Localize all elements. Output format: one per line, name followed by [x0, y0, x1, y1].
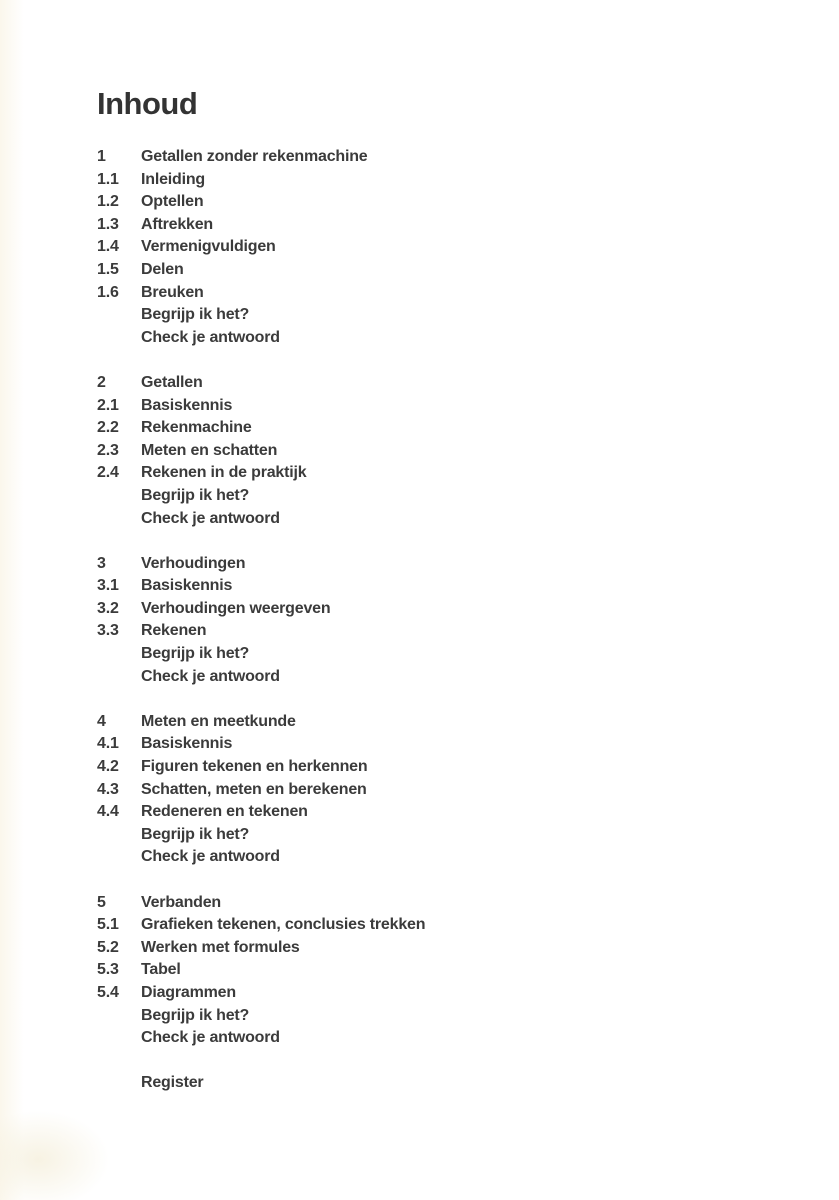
toc-row [97, 372, 737, 395]
toc-row [97, 846, 737, 869]
toc-row-number: 1 [97, 148, 106, 165]
toc-row-number: 4.4 [97, 803, 119, 821]
toc-row-label: Inleiding [141, 170, 205, 188]
toc-row [97, 575, 737, 598]
toc-row-number: 4.2 [97, 758, 119, 776]
toc-row-label: Rekenmachine [141, 419, 252, 437]
toc-row-label: Redeneren en tekenen [141, 803, 308, 821]
toc-row-number: 1.5 [97, 260, 119, 278]
toc-row [97, 395, 737, 418]
toc-row [97, 1072, 737, 1095]
toc-row [97, 711, 737, 734]
page-title: Inhoud [97, 86, 198, 121]
toc-row-label: Basiskennis [141, 396, 233, 414]
toc-row [97, 937, 737, 960]
toc-row-label: Begrijp ik het? [141, 645, 250, 663]
toc-row [97, 327, 737, 350]
toc-row [97, 1027, 737, 1050]
toc-row-label: Vermenigvuldigen [141, 238, 276, 256]
toc-row-label: Check je antwoord [141, 328, 280, 346]
toc-row-number [97, 846, 141, 869]
toc-row-number: 1.1 [97, 170, 119, 188]
toc-row-number [97, 824, 141, 847]
toc-row-label: Check je antwoord [141, 848, 280, 866]
toc-row-number [97, 666, 141, 689]
toc-row [97, 756, 737, 779]
toc-row-number: 1.6 [97, 283, 119, 301]
toc-row [97, 462, 737, 485]
toc-row [97, 485, 737, 508]
toc-row-label: Begrijp ik het? [141, 306, 250, 324]
toc-row-label: Optellen [141, 193, 204, 211]
toc-row-number: 2.1 [97, 396, 119, 414]
toc-row-label: Getallen [141, 373, 203, 391]
toc-row-label: Check je antwoord [141, 667, 280, 685]
toc-row-number: 4.1 [97, 735, 119, 753]
toc-row-number [97, 1005, 141, 1028]
table-of-contents [97, 146, 737, 1095]
toc-row [97, 146, 737, 169]
toc-row [97, 620, 737, 643]
toc-row-number [97, 1072, 141, 1095]
toc-row [97, 259, 737, 282]
toc-row-label: Tabel [141, 961, 181, 979]
toc-section [97, 711, 737, 869]
toc-row [97, 214, 737, 237]
toc-row-label: Verhoudingen [141, 554, 246, 572]
toc-row [97, 598, 737, 621]
toc-row [97, 440, 737, 463]
toc-row [97, 282, 737, 305]
toc-row-number: 2.2 [97, 419, 119, 437]
toc-row-label: Diagrammen [141, 983, 236, 1001]
toc-row-label: Meten en meetkunde [141, 712, 296, 730]
toc-row [97, 914, 737, 937]
toc-row-label: Check je antwoord [141, 509, 280, 527]
toc-row-number: 5.3 [97, 961, 119, 979]
toc-row-number: 5 [97, 893, 106, 911]
toc-row-label: Rekenen [141, 622, 207, 640]
toc-row [97, 892, 737, 915]
toc-row-number [97, 304, 141, 327]
toc-row-label: Breuken [141, 283, 204, 301]
toc-row-number: 1.2 [97, 193, 119, 211]
toc-row-label: Rekenen in de praktijk [141, 464, 307, 482]
toc-row [97, 733, 737, 756]
toc-row-label: Meten en schatten [141, 441, 278, 459]
toc-section [97, 892, 737, 1050]
toc-row-number: 2 [97, 373, 106, 391]
toc-section [97, 372, 737, 530]
toc-row-number: 4.3 [97, 780, 119, 798]
toc-row-label: Figuren tekenen en herkennen [141, 758, 368, 776]
toc-row-number: 5.4 [97, 983, 119, 1001]
toc-row-number: 4 [97, 712, 106, 730]
toc-row-label: Begrijp ik het? [141, 825, 250, 843]
toc-row [97, 779, 737, 802]
toc-row-number: 2.3 [97, 441, 119, 459]
toc-row [97, 304, 737, 327]
toc-row [97, 508, 737, 531]
toc-row-label: Verhoudingen weergeven [141, 599, 331, 617]
toc-row-number: 1.3 [97, 215, 119, 233]
toc-row-label: Schatten, meten en berekenen [141, 780, 367, 798]
toc-row [97, 982, 737, 1005]
toc-row [97, 959, 737, 982]
toc-row-label: Werken met formules [141, 938, 300, 956]
toc-section [97, 1072, 737, 1095]
toc-row-label: Begrijp ik het? [141, 486, 250, 504]
toc-row [97, 191, 737, 214]
toc-row [97, 169, 737, 192]
toc-section [97, 146, 737, 349]
toc-row-number: 5.2 [97, 938, 119, 956]
toc-row-label: Delen [141, 260, 184, 278]
toc-row [97, 1005, 737, 1028]
toc-row-label: Basiskennis [141, 577, 233, 595]
toc-row-label: Verbanden [141, 893, 222, 911]
toc-row-number: 3.1 [97, 577, 119, 595]
toc-row-label: Grafieken tekenen, conclusies trekken [141, 916, 426, 934]
toc-row-number: 3.2 [97, 599, 119, 617]
toc-row [97, 553, 737, 576]
toc-row-number [97, 1027, 141, 1050]
toc-row-label: Basiskennis [141, 735, 233, 753]
toc-row-label: Register [141, 1074, 204, 1092]
toc-row-number: 3.3 [97, 622, 119, 640]
toc-row [97, 236, 737, 259]
toc-section [97, 553, 737, 689]
toc-row-number: 5.1 [97, 916, 119, 934]
toc-row-number [97, 485, 141, 508]
toc-row-label: Begrijp ik het? [141, 1006, 250, 1024]
toc-row-number: 1.4 [97, 238, 119, 256]
toc-row [97, 824, 737, 847]
scan-edge-tint [0, 0, 24, 1200]
toc-row-label: Aftrekken [141, 215, 214, 233]
toc-row-number [97, 643, 141, 666]
toc-row [97, 666, 737, 689]
toc-row [97, 417, 737, 440]
toc-row [97, 801, 737, 824]
toc-row-number [97, 508, 141, 531]
toc-row-label: Check je antwoord [141, 1029, 280, 1047]
toc-row-label: Getallen zonder rekenmachine [141, 148, 368, 165]
scan-corner-artifact [0, 1110, 110, 1200]
toc-row-number: 2.4 [97, 464, 119, 482]
toc-row [97, 643, 737, 666]
toc-row-number: 3 [97, 554, 106, 572]
toc-row-number [97, 327, 141, 350]
